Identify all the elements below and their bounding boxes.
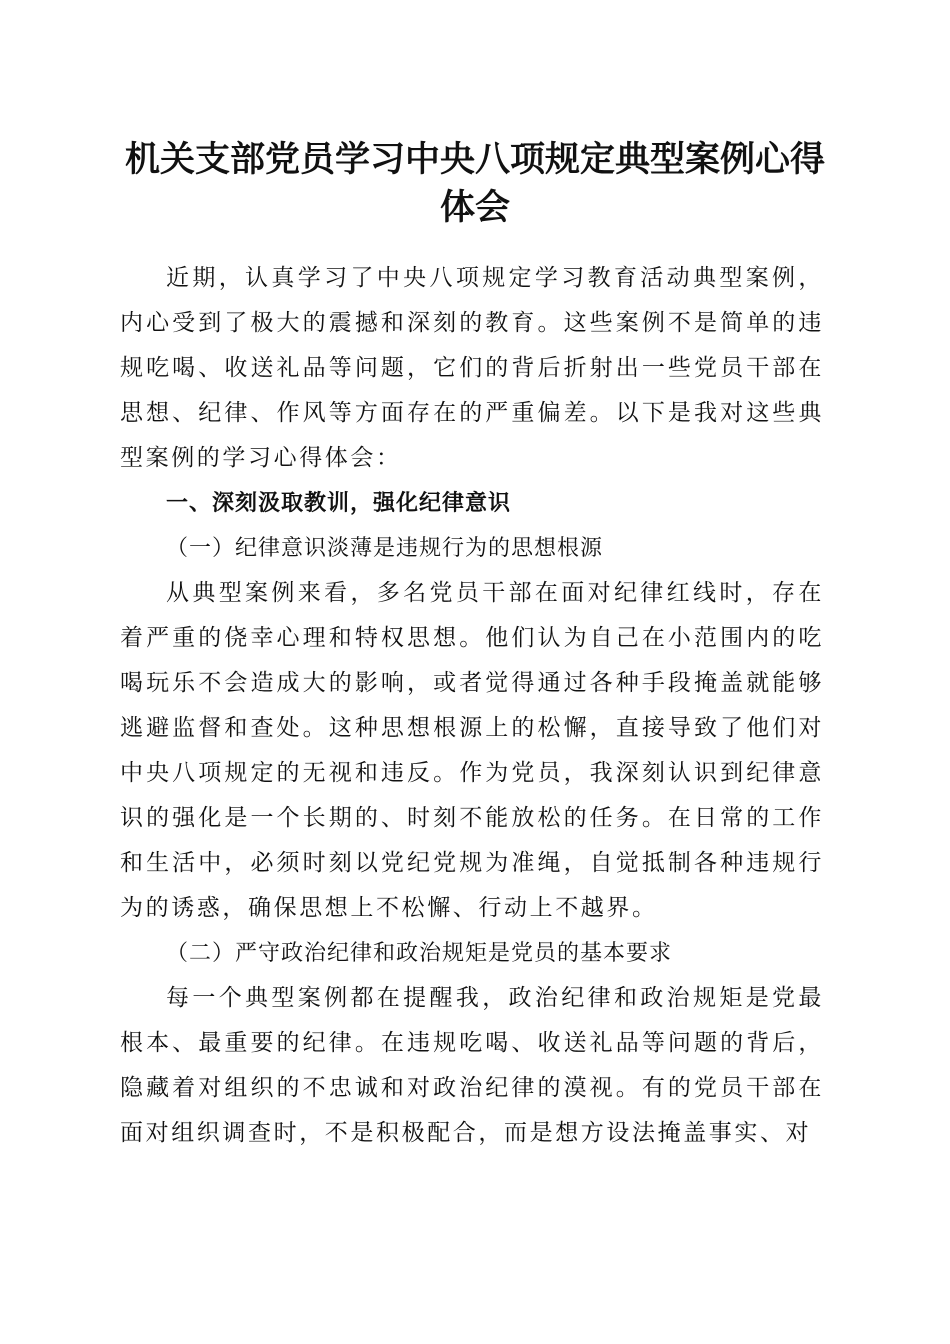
document-title-line1: 机关支部党员学习中央八项规定典型案例心得 [124, 139, 825, 180]
subsection-heading-2: （二）严守政治纪律和政治规矩是党员的基本要求 [166, 941, 673, 966]
subsection-heading-1: （一）纪律意识淡薄是违规行为的思想根源 [166, 536, 604, 561]
document-title-line2: 体会 [439, 187, 510, 228]
subsection-paragraph-1: 从典型案例来看，多名党员干部在面对纪律红线时，存在着严重的侥幸心理和特权思想。他们认为自己在小范围内的吃喝玩乐不会造成大的影响，或者觉得通过各种手段掩盖就能够逃避监督和查处。这种思想根源上的松懈，直接导致了他们对中央八项规定的无视和违反。作为党员，我深刻认识到纪律意识的强化是一个长期的、时刻不能放松的任务。在日常的工作和生活中，必须时刻以党纪党规为准绳，自觉抵制各种违规行为的诱惑，确保思想上不松懈、行动上不越界。 [120, 580, 824, 921]
document-body [120, 256, 824, 1156]
intro-paragraph: 近期，认真学习了中央八项规定学习教育活动典型案例，内心受到了极大的震撼和深刻的教育。这些案例不是简单的违规吃喝、收送礼品等问题，它们的背后折射出一些党员干部在思想、纪律、作风等方面存在的严重偏差。以下是我对这些典型案例的学习心得体会： [120, 265, 824, 471]
section-heading-1: 一、深刻汲取教训，强化纪律意识 [166, 491, 512, 516]
subsection-paragraph-2: 每一个典型案例都在提醒我，政治纪律和政治规矩是党最根本、最重要的纪律。在违规吃喝、收送礼品等问题的背后，隐藏着对组织的不忠诚和对政治纪律的漠视。有的党员干部在面对组织调查时，不是积极配合，而是想方设法掩盖事实、对 [120, 985, 824, 1146]
